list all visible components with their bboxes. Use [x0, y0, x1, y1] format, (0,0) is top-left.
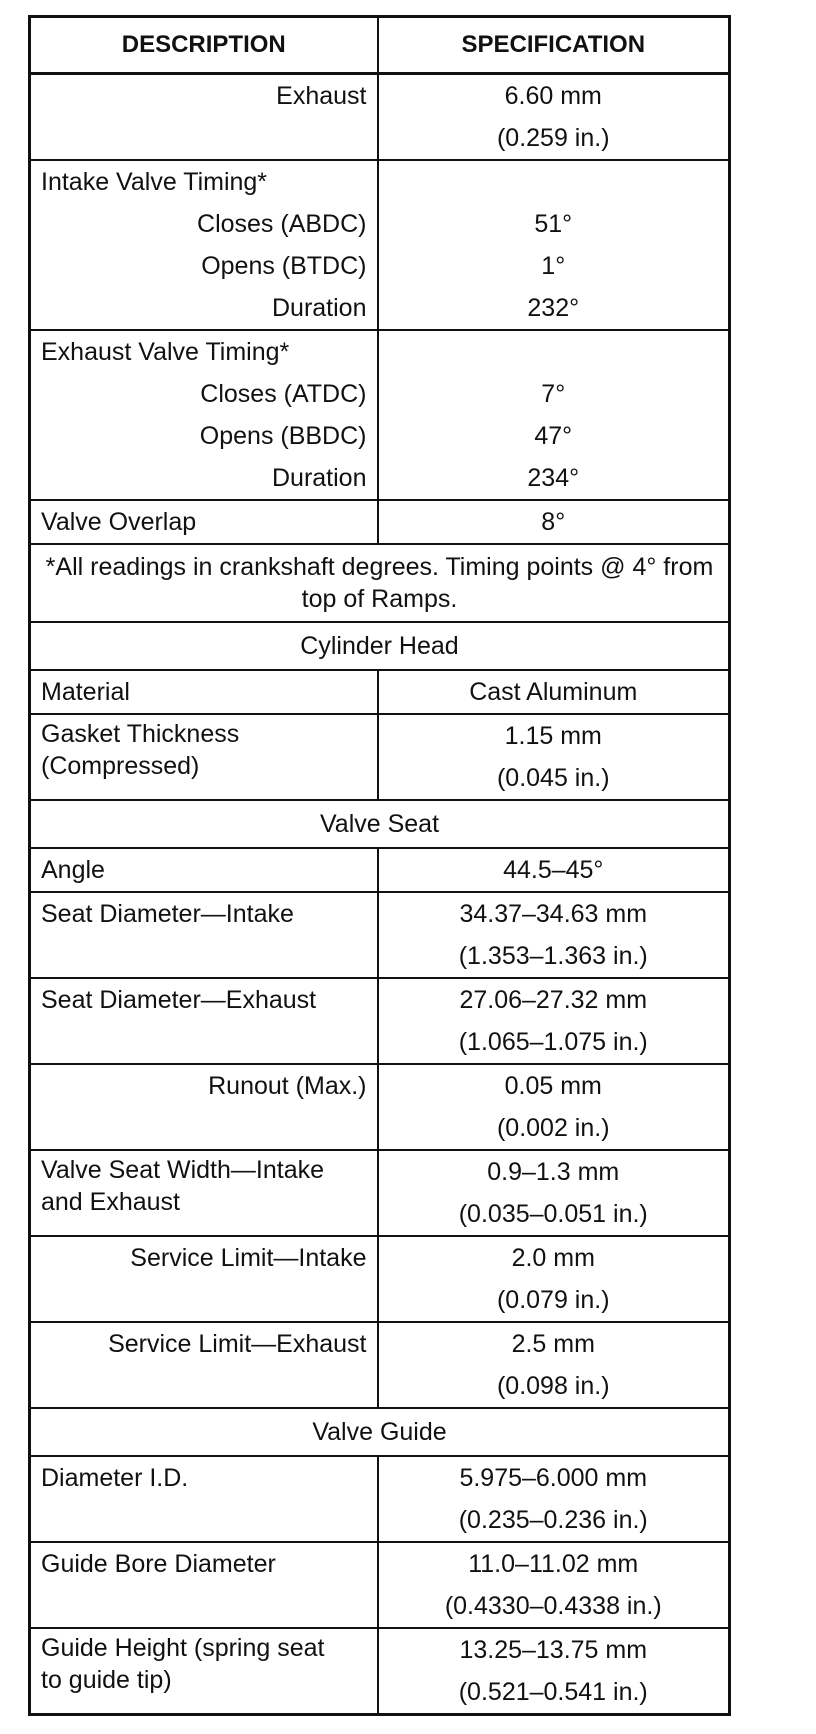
valve-overlap-label: Valve Overlap: [30, 500, 378, 544]
limit-exhaust-spec-in: (0.098 in.): [496, 1372, 610, 1400]
bore-label: Guide Bore Diameter: [41, 1550, 276, 1578]
seat-intake-spec-mm: 34.37–34.63 mm: [459, 900, 648, 928]
cylinder-head-title: Cylinder Head: [30, 622, 730, 670]
seat-exhaust-label: Seat Diameter—Exhaust: [41, 986, 317, 1014]
runout-spec-in: (0.002 in.): [496, 1114, 610, 1142]
section-row: [30, 1408, 730, 1456]
runout-label: Runout (Max.): [208, 1072, 367, 1100]
exhaust-spec-in: (0.259 in.): [496, 124, 610, 152]
table-row: [30, 1542, 730, 1628]
table-row: [30, 978, 730, 1064]
exhaust-closes-label: Closes (ATDC): [200, 380, 367, 408]
diameter-spec-mm: 5.975–6.000 mm: [459, 1464, 648, 1492]
row-label: [30, 1064, 378, 1150]
table-row: [30, 330, 730, 500]
row-spec: [378, 1322, 730, 1408]
angle-label: Angle: [30, 848, 378, 892]
gasket-spec-in: (0.045 in.): [496, 764, 610, 792]
exhaust-label: Exhaust: [276, 82, 367, 110]
table-row: [30, 544, 730, 622]
row-label: [30, 1456, 378, 1542]
row-spec: [378, 1236, 730, 1322]
row-spec: [378, 160, 730, 330]
row-spec: [378, 714, 730, 800]
valve-seat-title: Valve Seat: [30, 800, 730, 848]
row-label: [30, 160, 378, 330]
row-label: [30, 330, 378, 500]
table-row: [30, 670, 730, 714]
row-label: [30, 74, 378, 161]
exhaust-spec-mm: 6.60 mm: [504, 82, 602, 110]
seat-width-label-line2: and Exhaust: [41, 1188, 180, 1216]
material-label: Material: [30, 670, 378, 714]
gasket-spec-mm: 1.15 mm: [504, 722, 602, 750]
row-spec: [378, 1542, 730, 1628]
material-spec: Cast Aluminum: [378, 670, 730, 714]
table-row: [30, 1150, 730, 1236]
height-label-line1: Guide Height (spring seat: [41, 1634, 325, 1662]
table-row: [30, 1064, 730, 1150]
seat-exhaust-spec-in: (1.065–1.075 in.): [458, 1028, 648, 1056]
row-label: [30, 892, 378, 978]
row-spec: [378, 978, 730, 1064]
intake-opens-spec: 1°: [541, 252, 566, 280]
intake-closes-spec: 51°: [534, 210, 573, 238]
limit-intake-spec-in: (0.079 in.): [496, 1286, 610, 1314]
intake-closes-label: Closes (ABDC): [197, 210, 367, 238]
height-spec-mm: 13.25–13.75 mm: [459, 1636, 648, 1664]
table-row: [30, 1236, 730, 1322]
row-spec: [378, 1456, 730, 1542]
row-spec: [378, 1628, 730, 1715]
limit-intake-label: Service Limit—Intake: [130, 1244, 367, 1272]
table-header-row: [30, 17, 730, 74]
diameter-spec-in: (0.235–0.236 in.): [458, 1506, 648, 1534]
valve-guide-title: Valve Guide: [30, 1408, 730, 1456]
exhaust-closes-spec: 7°: [541, 380, 566, 408]
limit-exhaust-label: Service Limit—Exhaust: [108, 1330, 367, 1358]
exhaust-timing-label: Exhaust Valve Timing*: [41, 338, 290, 366]
table-row: [30, 1628, 730, 1715]
valve-overlap-spec: 8°: [378, 500, 730, 544]
intake-duration-label: Duration: [272, 294, 367, 322]
row-spec: [378, 74, 730, 161]
table-row: [30, 1322, 730, 1408]
specification-table: [28, 15, 731, 1716]
diameter-label: Diameter I.D.: [41, 1464, 189, 1492]
row-label: [30, 978, 378, 1064]
row-label: [30, 1150, 378, 1236]
bore-spec-mm: 11.0–11.02 mm: [468, 1550, 639, 1578]
timing-note: *All readings in crankshaft degrees. Timing points @ 4° from top of Ramps.: [30, 544, 730, 622]
bore-spec-in: (0.4330–0.4338 in.): [444, 1592, 662, 1620]
height-spec-in: (0.521–0.541 in.): [458, 1678, 648, 1706]
table-row: [30, 74, 730, 161]
limit-exhaust-spec-mm: 2.5 mm: [511, 1330, 595, 1358]
seat-width-spec-mm: 0.9–1.3 mm: [487, 1158, 620, 1186]
runout-spec-mm: 0.05 mm: [504, 1072, 602, 1100]
row-label: [30, 1322, 378, 1408]
table-row: [30, 848, 730, 892]
table-row: [30, 160, 730, 330]
exhaust-opens-spec: 47°: [534, 422, 573, 450]
limit-intake-spec-mm: 2.0 mm: [511, 1244, 595, 1272]
row-label: [30, 1628, 378, 1715]
intake-timing-label: Intake Valve Timing*: [41, 168, 268, 196]
section-row: [30, 622, 730, 670]
row-spec: [378, 1150, 730, 1236]
seat-intake-spec-in: (1.353–1.363 in.): [458, 942, 648, 970]
exhaust-opens-label: Opens (BBDC): [199, 422, 367, 450]
row-spec: [378, 1064, 730, 1150]
row-label: [30, 1542, 378, 1628]
description-header: DESCRIPTION: [30, 17, 378, 74]
exhaust-duration-label: Duration: [272, 464, 367, 492]
specification-header: SPECIFICATION: [378, 17, 730, 74]
row-spec: [378, 892, 730, 978]
angle-spec: 44.5–45°: [378, 848, 730, 892]
seat-width-spec-in: (0.035–0.051 in.): [458, 1200, 648, 1228]
row-spec: [378, 330, 730, 500]
intake-opens-label: Opens (BTDC): [201, 252, 367, 280]
table-row: [30, 1456, 730, 1542]
row-label: [30, 714, 378, 800]
table-row: [30, 892, 730, 978]
exhaust-duration-spec: 234°: [527, 464, 580, 492]
intake-duration-spec: 232°: [527, 294, 580, 322]
table-row: [30, 500, 730, 544]
gasket-label-line1: Gasket Thickness: [41, 720, 240, 748]
seat-width-label-line1: Valve Seat Width—Intake: [41, 1156, 325, 1184]
section-row: [30, 800, 730, 848]
row-label: [30, 1236, 378, 1322]
gasket-label-line2: (Compressed): [41, 752, 200, 780]
table-row: [30, 714, 730, 800]
height-label-line2: to guide tip): [41, 1666, 172, 1694]
seat-intake-label: Seat Diameter—Intake: [41, 900, 294, 928]
seat-exhaust-spec-mm: 27.06–27.32 mm: [459, 986, 648, 1014]
